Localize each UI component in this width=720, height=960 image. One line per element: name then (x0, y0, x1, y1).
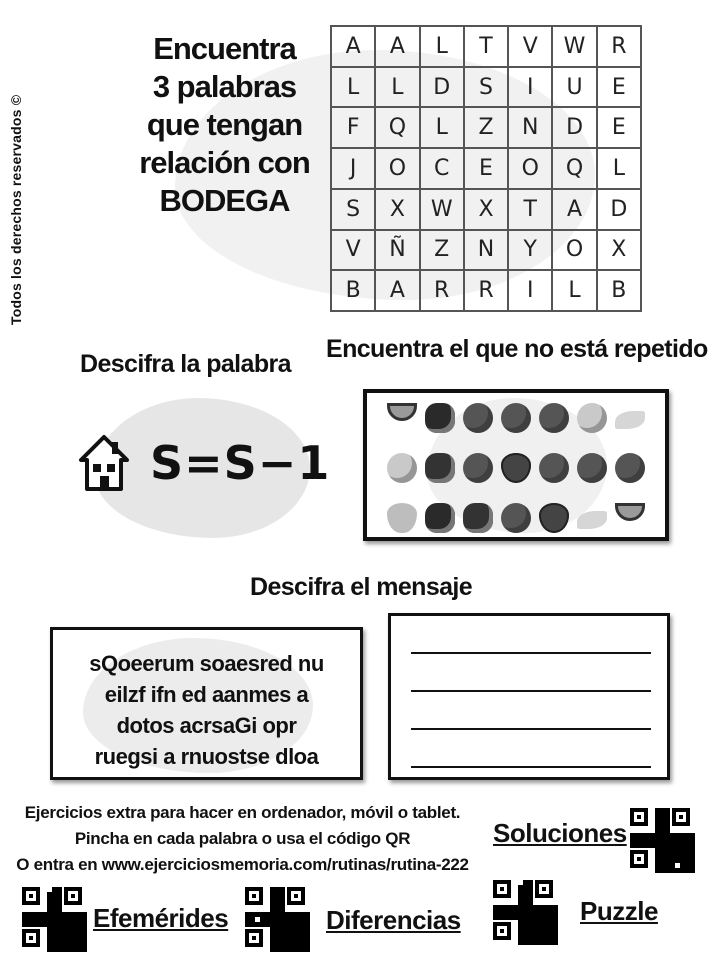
qr-finder (630, 850, 648, 868)
title-line: relación con (139, 145, 310, 180)
qr-finder (245, 929, 263, 947)
title-line: que tengan (146, 107, 303, 142)
grid-cell[interactable]: Z (420, 230, 464, 271)
grid-cell[interactable]: D (597, 189, 641, 230)
cherries-icon[interactable] (463, 503, 493, 533)
watermelon-icon[interactable] (615, 503, 645, 521)
grid-cell[interactable]: A (552, 189, 596, 230)
qr-finder (245, 887, 263, 905)
melon-icon[interactable] (387, 453, 417, 483)
grid-cell[interactable]: A (331, 26, 375, 67)
grid-cell[interactable]: L (375, 67, 419, 108)
odd-one-out-title: Encuentra el que no está repetido (326, 335, 708, 363)
grid-cell[interactable]: E (464, 148, 508, 189)
qr-module (690, 868, 695, 873)
banana-icon[interactable] (577, 511, 607, 529)
qr-code-efemerides[interactable] (22, 887, 84, 949)
grid-cell[interactable]: L (597, 148, 641, 189)
grid-cell[interactable]: Q (375, 107, 419, 148)
answer-line[interactable] (411, 690, 651, 692)
fruit-puzzle-box (363, 389, 669, 541)
grid-cell[interactable]: D (420, 67, 464, 108)
qr-code-soluciones[interactable] (630, 808, 692, 870)
grid-cell[interactable]: X (375, 189, 419, 230)
melon-icon[interactable] (577, 403, 607, 433)
strawberry-icon[interactable] (539, 503, 569, 533)
grid-cell[interactable]: L (552, 270, 596, 311)
grid-cell[interactable]: C (420, 148, 464, 189)
grid-cell[interactable]: L (420, 26, 464, 67)
grapes-icon[interactable] (425, 503, 455, 533)
grid-cell[interactable]: O (508, 148, 552, 189)
qr-finder (493, 922, 511, 940)
apple-icon[interactable] (501, 503, 531, 533)
title-line: 3 palabras (152, 69, 297, 104)
puzzle-link[interactable]: Puzzle (580, 896, 658, 926)
apple-icon[interactable] (615, 453, 645, 483)
word-search-instructions (122, 30, 327, 220)
grid-cell[interactable]: X (597, 230, 641, 271)
qr-finder (535, 880, 553, 898)
message-line: sQoeerum soaesred nu (89, 651, 324, 676)
apple-icon[interactable] (539, 453, 569, 483)
grid-cell[interactable]: T (508, 189, 552, 230)
grid-cell[interactable]: U (552, 67, 596, 108)
qr-module (82, 947, 87, 952)
footer-line: Pincha en cada palabra o usa el código QR (74, 829, 411, 848)
qr-code-diferencias[interactable] (245, 887, 307, 949)
grid-cell[interactable]: E (597, 107, 641, 148)
copyright-notice: Todos los derechos reservados © (8, 94, 24, 325)
qr-module (305, 947, 310, 952)
grid-cell[interactable]: I (508, 270, 552, 311)
grid-cell[interactable]: Y (508, 230, 552, 271)
grid-cell[interactable]: Q (552, 148, 596, 189)
qr-finder (22, 929, 40, 947)
message-line: eilzf ifn ed aanmes a (104, 682, 309, 707)
apple-icon[interactable] (463, 403, 493, 433)
grid-cell[interactable]: R (420, 270, 464, 311)
qr-module (553, 940, 558, 945)
grapes-icon[interactable] (425, 403, 455, 433)
grid-cell[interactable]: T (464, 26, 508, 67)
grid-cell[interactable]: O (552, 230, 596, 271)
qr-finder (672, 808, 690, 826)
apple-icon[interactable] (501, 403, 531, 433)
grid-cell[interactable]: D (552, 107, 596, 148)
decipher-message-title: Descifra el mensaje (250, 573, 473, 601)
apple-icon[interactable] (539, 403, 569, 433)
grid-cell[interactable]: B (597, 270, 641, 311)
qr-code-puzzle[interactable] (493, 880, 555, 942)
grid-cell[interactable]: N (464, 230, 508, 271)
scrambled-message (53, 648, 360, 772)
answer-line[interactable] (411, 652, 651, 654)
grid-cell[interactable]: Z (464, 107, 508, 148)
qr-finder (630, 808, 648, 826)
banana-icon[interactable] (615, 411, 645, 429)
scrambled-message-box (50, 627, 363, 780)
grid-cell[interactable]: V (508, 26, 552, 67)
pear-icon[interactable] (387, 503, 417, 533)
grid-cell[interactable]: Ñ (375, 230, 419, 271)
answer-box[interactable] (388, 613, 670, 780)
grid-cell[interactable]: N (508, 107, 552, 148)
grid-cell[interactable]: I (508, 67, 552, 108)
qr-finder (287, 887, 305, 905)
grid-cell[interactable]: A (375, 270, 419, 311)
footer-instructions (5, 800, 480, 878)
grid-cell[interactable]: S (331, 189, 375, 230)
qr-finder (64, 887, 82, 905)
grid-cell[interactable]: R (464, 270, 508, 311)
title-line: BODEGA (159, 183, 290, 218)
grid-cell[interactable]: E (597, 67, 641, 108)
grid-cell[interactable]: W (420, 189, 464, 230)
apple-icon[interactable] (577, 453, 607, 483)
grid-cell[interactable]: F (331, 107, 375, 148)
qr-finder (22, 887, 40, 905)
soluciones-link[interactable]: Soluciones (493, 818, 627, 848)
message-line: ruegsi a rnuostse dloa (94, 744, 319, 769)
grid-cell[interactable]: S (464, 67, 508, 108)
grid-cell[interactable]: O (375, 148, 419, 189)
grid-cell[interactable]: J (331, 148, 375, 189)
answer-line[interactable] (411, 766, 651, 768)
grid-cell[interactable]: A (375, 26, 419, 67)
word-equation: S=S−1 (150, 436, 331, 490)
house-icon (78, 434, 130, 492)
footer-line: Ejercicios extra para hacer en ordenador, móvil o tablet. (24, 803, 461, 822)
grid-cell[interactable]: X (464, 189, 508, 230)
message-line: dotos acrsaGi opr (116, 713, 297, 738)
watermelon-icon[interactable] (387, 403, 417, 421)
diferencias-link[interactable]: Diferencias (326, 905, 461, 935)
grid-cell[interactable]: W (552, 26, 596, 67)
word-search-grid (330, 25, 642, 312)
grid-cell[interactable]: R (597, 26, 641, 67)
decipher-word-title: Descifra la palabra (80, 350, 291, 378)
footer-line[interactable]: O entra en www.ejerciciosmemoria.com/rutinas/rutina-222 (16, 855, 469, 874)
grid-cell[interactable]: L (331, 67, 375, 108)
qr-finder (493, 880, 511, 898)
apple-icon[interactable] (463, 453, 493, 483)
answer-line[interactable] (411, 728, 651, 730)
cherries-icon[interactable] (425, 453, 455, 483)
grid-cell[interactable]: B (331, 270, 375, 311)
grid-cell[interactable]: V (331, 230, 375, 271)
grid-cell[interactable]: L (420, 107, 464, 148)
title-line: Encuentra (153, 31, 296, 66)
efemerides-link[interactable]: Efemérides (93, 903, 229, 933)
